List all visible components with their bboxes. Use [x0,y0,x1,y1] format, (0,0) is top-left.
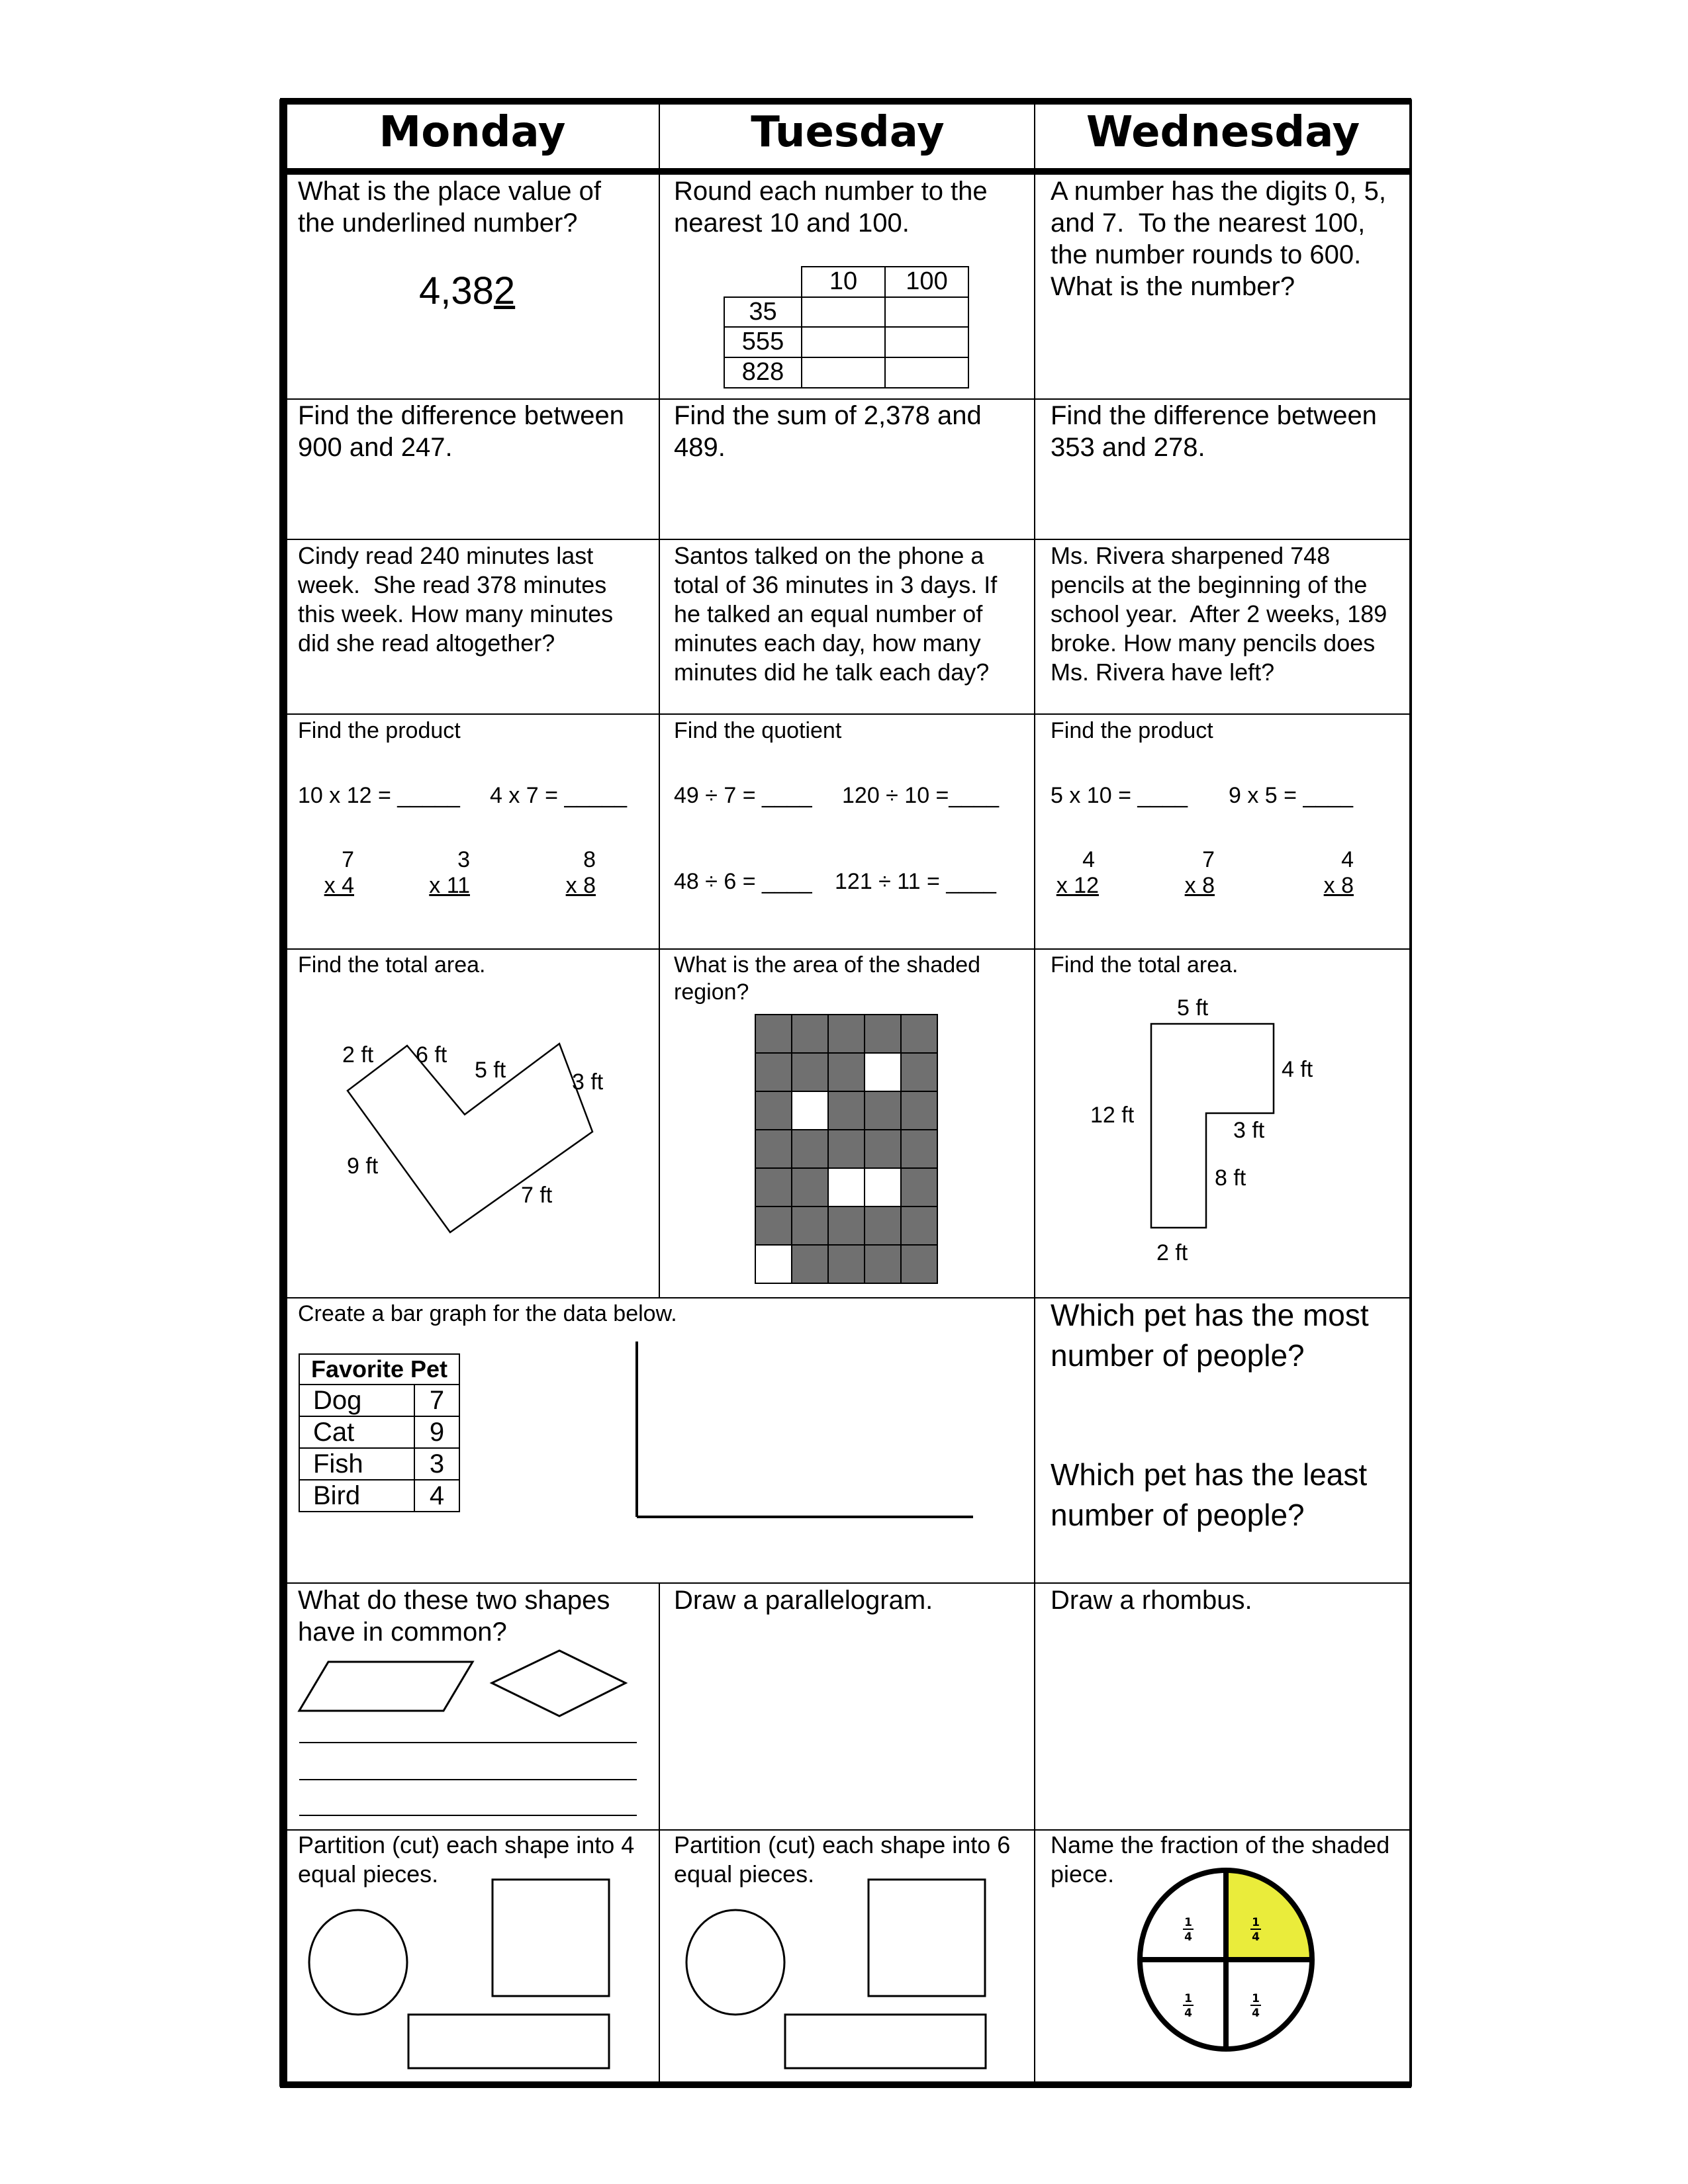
shaded-grid-cell [755,1091,792,1130]
rounding-answer-cell[interactable] [802,357,885,388]
shaded-grid-cell [792,1053,828,1091]
fraction-label-bottom-left-den: 4 [1184,2007,1192,2020]
unshaded-grid-cell [828,1168,865,1206]
dimension-label: 3 ft [572,1069,604,1095]
partition-4-prompt: Partition (cut) each shape into 4 equal pieces. [298,1831,641,1888]
pet-count: 9 [414,1416,459,1448]
fraction-label-top-left-num: 1 [1184,1916,1192,1929]
pet-count: 7 [414,1385,459,1416]
fraction-label-top-right-num: 1 [1252,1916,1260,1929]
underlined-digit: 2 [493,269,516,312]
rounding-table [724,266,969,388]
quotient-title: Find the quotient [674,718,842,743]
rounding-answer-cell[interactable] [885,297,968,328]
shaded-grid-cell [865,1245,901,1283]
dimension-label: 3 ft [1233,1118,1265,1143]
shaded-grid-cell [792,1168,828,1206]
shaded-grid-cell [755,1053,792,1091]
rounding-header-100: 100 [885,267,968,297]
fraction-label-bottom-right-num: 1 [1252,1992,1260,2005]
unshaded-grid-cell [865,1168,901,1206]
shaded-grid-cell [901,1245,937,1283]
draw-rhombus-prompt: Draw a rhombus. [1051,1586,1252,1615]
shaded-grid-cell [901,1091,937,1130]
quotient-eq1: 49 ÷ 7 = ____ [674,783,812,808]
partition-square[interactable] [492,1880,609,1996]
vertical-multiplication: 4 x 12 [1056,847,1099,899]
shaded-grid-cell [755,1168,792,1206]
favorite-pet-title: Favorite Pet [299,1354,459,1385]
shaded-grid-cell [865,1206,901,1245]
product-title-wednesday: Find the product [1051,718,1213,743]
partition-circle-6[interactable] [686,1910,784,2015]
shaded-grid-cell [865,1091,901,1130]
shaded-grid-cell [828,1091,865,1130]
dimension-label: 5 ft [475,1058,506,1083]
shaded-grid-cell [828,1130,865,1168]
pet-count: 4 [414,1480,459,1512]
dimension-label: 2 ft [342,1042,374,1068]
dimension-label: 2 ft [1156,1240,1188,1265]
dimension-label: 8 ft [1215,1165,1246,1191]
shaded-grid-cell [792,1245,828,1283]
rounding-number-1: 35 [724,297,802,328]
fraction-circle [1140,1870,1312,2049]
vertical-multiplication: 7 x 4 [324,847,354,899]
word-problem-wednesday: Ms. Rivera sharpened 748 pencils at the beginning of the school year. After 2 weeks, 189 broke. How many pencils does Ms. Rivera have left? [1051,542,1394,686]
shaded-grid-cell [755,1206,792,1245]
header-monday: Monday [379,108,566,157]
shaded-grid-cell [792,1206,828,1245]
shapes-common-question: What do these two shapes have in common? [298,1586,618,1647]
vertical-multiplication: 7 x 8 [1184,847,1215,899]
unshaded-grid-cell [865,1053,901,1091]
answer-lines [299,1743,637,1815]
dimension-label: 6 ft [416,1042,447,1068]
shaded-grid-cell [828,1015,865,1053]
rounding-answer-cell[interactable] [802,297,885,328]
word-problem-monday: Cindy read 240 minutes last week. She read 378 minutes this week. How many minutes did she read altogether? [298,542,620,657]
rounding-number-3: 828 [724,357,802,388]
pet-name: Dog [299,1385,414,1416]
shaded-area-question: What is the area of the shaded region? [674,952,987,1005]
product-eq1-wednesday: 5 x 10 = ____ [1051,783,1188,808]
rounding-answer-cell[interactable] [802,327,885,357]
unshaded-grid-cell [792,1091,828,1130]
shaded-grid-cell [828,1206,865,1245]
shaded-grid-cell [901,1053,937,1091]
shaded-grid-cell [828,1053,865,1091]
digits-question: A number has the digits 0, 5, and 7. To the nearest 100, the number rounds to 600. What is the number? [1051,177,1394,301]
product-title-monday: Find the product [298,718,461,743]
pet-count: 3 [414,1448,459,1480]
fraction-label-top-right-den: 4 [1252,1931,1260,1944]
fraction-question: Name the fraction of the shaded piece. [1051,1831,1397,1888]
total-area-title-wednesday: Find the total area. [1051,952,1239,978]
pet-name: Bird [299,1480,414,1512]
partition-circle[interactable] [309,1910,407,2015]
bar-graph-axes [637,1342,973,1517]
product-eq1-monday: 10 x 12 = _____ [298,783,460,808]
partition-square-6[interactable] [868,1880,985,1996]
header-tuesday: Tuesday [751,108,945,157]
draw-parallelogram-prompt: Draw a parallelogram. [674,1586,933,1615]
shaded-grid-cell [792,1130,828,1168]
rounding-header-10: 10 [802,267,885,297]
shaded-grid-cell [828,1245,865,1283]
shaded-grid-cell [901,1130,937,1168]
fraction-label-bottom-right-den: 4 [1252,2007,1260,2020]
parallelogram-shape [299,1662,473,1711]
total-area-title-monday: Find the total area. [298,952,486,978]
product-eq2-wednesday: 9 x 5 = ____ [1229,783,1354,808]
difference-question-monday: Find the difference between 900 and 247. [298,401,632,462]
unshaded-grid-cell [755,1245,792,1283]
quotient-eq3: 48 ÷ 6 = ____ [674,869,812,894]
rotated-l-shape-figure [348,1044,592,1232]
rhombus-shape [492,1651,626,1716]
pet-name: Fish [299,1448,414,1480]
shaded-grid-cell [755,1015,792,1053]
word-problem-tuesday: Santos talked on the phone a total of 36 minutes in 3 days. If he talked an equal number of minutes each day, how many minutes did he talk each day? [674,542,1004,686]
shaded-grid-cell [901,1206,937,1245]
fraction-label-bottom-left-num: 1 [1184,1992,1192,2005]
vertical-multiplication: 4 x 8 [1323,847,1354,899]
quotient-eq4: 121 ÷ 11 = ____ [835,869,996,894]
fraction-label-top-left-den: 4 [1184,1931,1192,1944]
favorite-pet-table [299,1353,460,1512]
sum-question-tuesday: Find the sum of 2,378 and 489. [674,401,989,462]
product-eq2-monday: 4 x 7 = _____ [490,783,628,808]
difference-question-wednesday: Find the difference between 353 and 278. [1051,401,1385,462]
partition-rectangle-6[interactable] [785,2015,986,2068]
least-pet-question: Which pet has the least number of people? [1051,1457,1376,1533]
partition-rectangle[interactable] [408,2015,609,2068]
vertical-multiplication: 3 x 11 [429,847,470,899]
dimension-label: 5 ft [1177,995,1209,1021]
rounding-question: Round each number to the nearest 10 and 100. [674,177,995,238]
shaded-grid-cell [865,1130,901,1168]
rounding-number-2: 555 [724,327,802,357]
place-value-question: What is the place value of the underlined number? [298,177,609,238]
shaded-region-grid [755,1015,937,1283]
shaded-grid-cell [901,1015,937,1053]
shaded-grid-cell [755,1130,792,1168]
rounding-answer-cell[interactable] [885,327,968,357]
dimension-label: 4 ft [1282,1057,1313,1082]
partition-6-prompt: Partition (cut) each shape into 6 equal pieces. [674,1831,1017,1888]
shaded-grid-cell [901,1168,937,1206]
pet-name: Cat [299,1416,414,1448]
rounding-answer-cell[interactable] [885,357,968,388]
quotient-eq2: 120 ÷ 10 =____ [842,783,1000,808]
most-pet-question: Which pet has the most number of people? [1051,1298,1378,1373]
header-wednesday: Wednesday [1086,108,1360,157]
place-value-number: 4,382 [419,269,516,312]
dimension-label: 9 ft [347,1154,379,1179]
shaded-grid-cell [865,1015,901,1053]
shaded-grid-cell [792,1015,828,1053]
dimension-label: 7 ft [521,1183,553,1208]
bar-graph-instruction: Create a bar graph for the data below. [298,1301,677,1326]
dimension-label: 12 ft [1090,1103,1135,1128]
vertical-multiplication: 8 x 8 [565,847,596,899]
